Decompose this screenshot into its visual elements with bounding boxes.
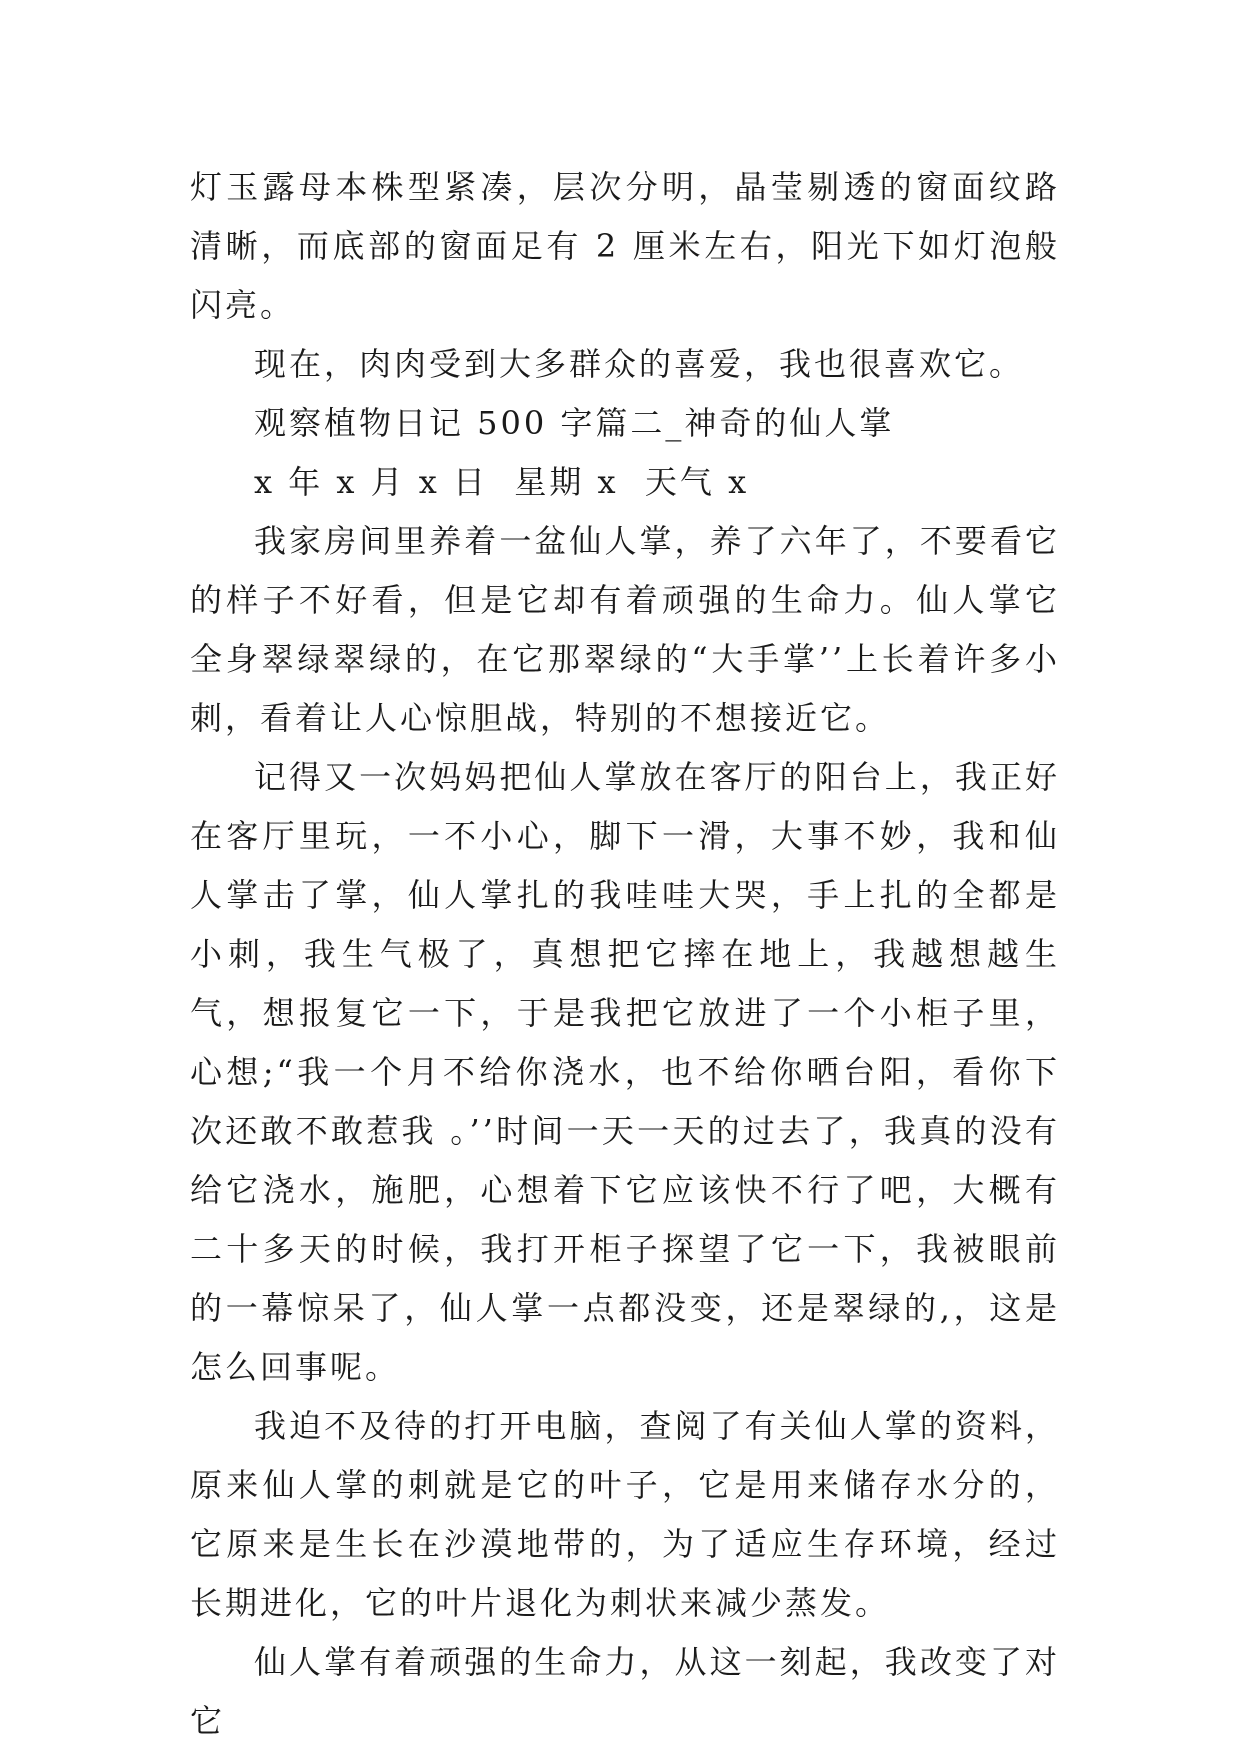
paragraph-7: 我迫不及待的打开电脑，查阅了有关仙人掌的资料，原来仙人掌的刺就是它的叶子，它是用来储存水分的，它原来是生长在沙漠地带的，为了适应生存环境，经过长期进化，它的叶片退化为刺状来减少蒸发。 <box>190 1407 1060 1622</box>
paragraph-6: 记得又一次妈妈把仙人掌放在客厅的阳台上，我正好在客厅里玩，一不小心，脚下一滑，大事不妙，我和仙人掌击了掌，仙人掌扎的我哇哇大哭，手上扎的全都是小刺，我生气极了，真想把它摔在地上，我越想越生气，想报复它一下，于是我把它放进了一个小柜子里，心想;“我一个月不给你浇水，也不给你晒台阳，看你下次还敢不敢惹我 。’’时间一天一天的过去了，我真的没有给它浇水，施肥，心想着下它应该快不行了吧，大概有二十多天的时候，我打开柜子探望了它一下，我被眼前的一幕惊呆了，仙人掌一点都没变，还是翠绿的,，这是怎么回事呢。 <box>190 758 1060 1386</box>
diary-date-line: x 年 x 月 x 日 星期 x 天气 x <box>254 463 750 501</box>
paragraph-8: 仙人掌有着顽强的生命力，从这一刻起，我改变了对它 <box>190 1643 1060 1740</box>
paragraph-2: 现在，肉肉受到大多群众的喜爱，我也很喜欢它。 <box>254 345 1025 383</box>
section-heading: 观察植物日记 500 字篇二_神奇的仙人掌 <box>254 404 895 442</box>
paragraph-5: 我家房间里养着一盆仙人掌，养了六年了，不要看它的样子不好看，但是它却有着顽强的生命力。仙人掌它全身翠绿翠绿的，在它那翠绿的“大手掌’’上长着许多小刺，看着让人心惊胆战，特别的不想接近它。 <box>190 522 1060 737</box>
document-page <box>190 158 1060 1751</box>
paragraph-1: 灯玉露母本株型紧凑，层次分明，晶莹剔透的窗面纹路清晰，而底部的窗面足有 2 厘米左右，阳光下如灯泡般闪亮。 <box>190 168 1060 324</box>
